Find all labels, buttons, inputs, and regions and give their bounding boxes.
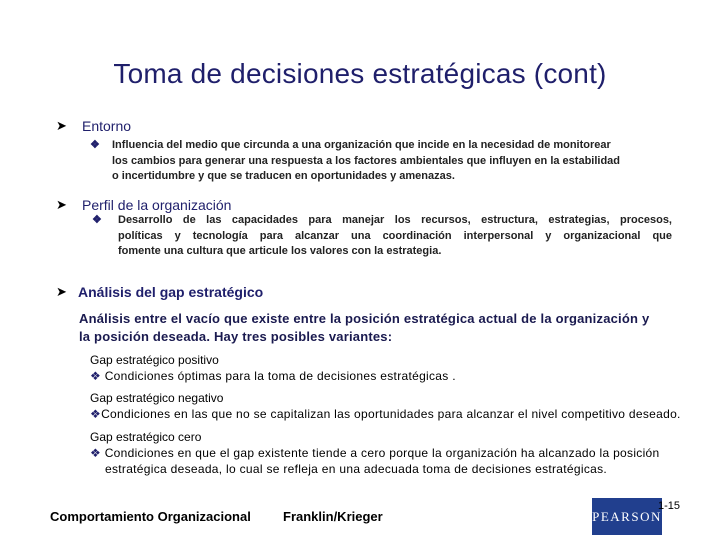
page-number: 1-15 [658,500,681,512]
gap-line: Condiciones en las que no se capitalizan las oportunidades para alcanzar el nivel competitivo deseado. [101,407,681,421]
body-line: la posición deseada. Hay tres posibles variantes: [79,329,393,344]
body-line: Análisis entre el vacío que existe entre la posición estratégica actual de la organización y [79,311,650,326]
bullet-line: o incertidumbre y que se traducen en oportunidades y amenazas. [112,170,455,182]
footer-authors: Franklin/Krieger [283,509,383,524]
bullet-line: políticas y tecnología para alcanzar una coordinación interpersonal y organizacional que [118,229,672,242]
diamond-bullet-icon: ❖ [90,369,102,383]
gap-negativo [90,390,681,422]
bullet-line: fomente una cultura que articule los valores con la estrategia. [118,245,442,257]
arrow-bullet-icon: ➤ [56,284,67,299]
diamond-bullet-icon: ❖ [90,407,102,421]
gap-line: Condiciones óptimas para la toma de decisiones estratégicas . [104,369,456,383]
section-heading-text: Perfil de la organización [82,197,232,213]
slide-title: Toma de decisiones estratégicas (cont) [113,58,607,89]
perfil-bullet [92,213,672,260]
diamond-bullet-icon: ❖ [92,214,102,226]
gap-label: Gap estratégico negativo [90,391,224,405]
footer-book-title: Comportamiento Organizacional [50,509,251,524]
gap-label: Gap estratégico positivo [90,353,219,367]
gap-positivo [90,352,456,384]
section-heading-text: Análisis del gap estratégico [78,284,264,300]
gap-label: Gap estratégico cero [90,430,202,444]
section-heading-text: Entorno [82,118,132,134]
gap-line: Condiciones en que el gap existente tiende a cero porque la organización ha alcanzado la posición [104,446,660,460]
bullet-line: los cambios para generar una respuesta a los factores ambientales que influyen en la estabilidad [112,154,621,167]
diamond-bullet-icon: ❖ [90,446,102,460]
gap-line: estratégica deseada, lo cual se refleja en una adecuada toma de decisiones estratégicas. [105,462,608,476]
diamond-bullet-icon: ❖ [90,139,100,151]
pearson-logo [592,498,662,535]
bullet-line: Influencia del medio que circunda a una organización que incide en la necesidad de monitorear [112,139,611,151]
arrow-bullet-icon: ➤ [56,197,67,212]
section-analisis-heading [56,284,263,300]
section-perfil-heading [56,197,231,213]
bullet-line: Desarrollo de las capacidades para manejar los recursos, estructura, estrategias, procesos, [118,214,672,226]
gap-cero [90,429,660,477]
entorno-bullet [90,138,680,185]
logo-text: PEARSON [592,508,662,524]
analysis-body [79,310,679,346]
arrow-bullet-icon: ➤ [56,118,67,133]
section-entorno-heading [56,118,131,134]
